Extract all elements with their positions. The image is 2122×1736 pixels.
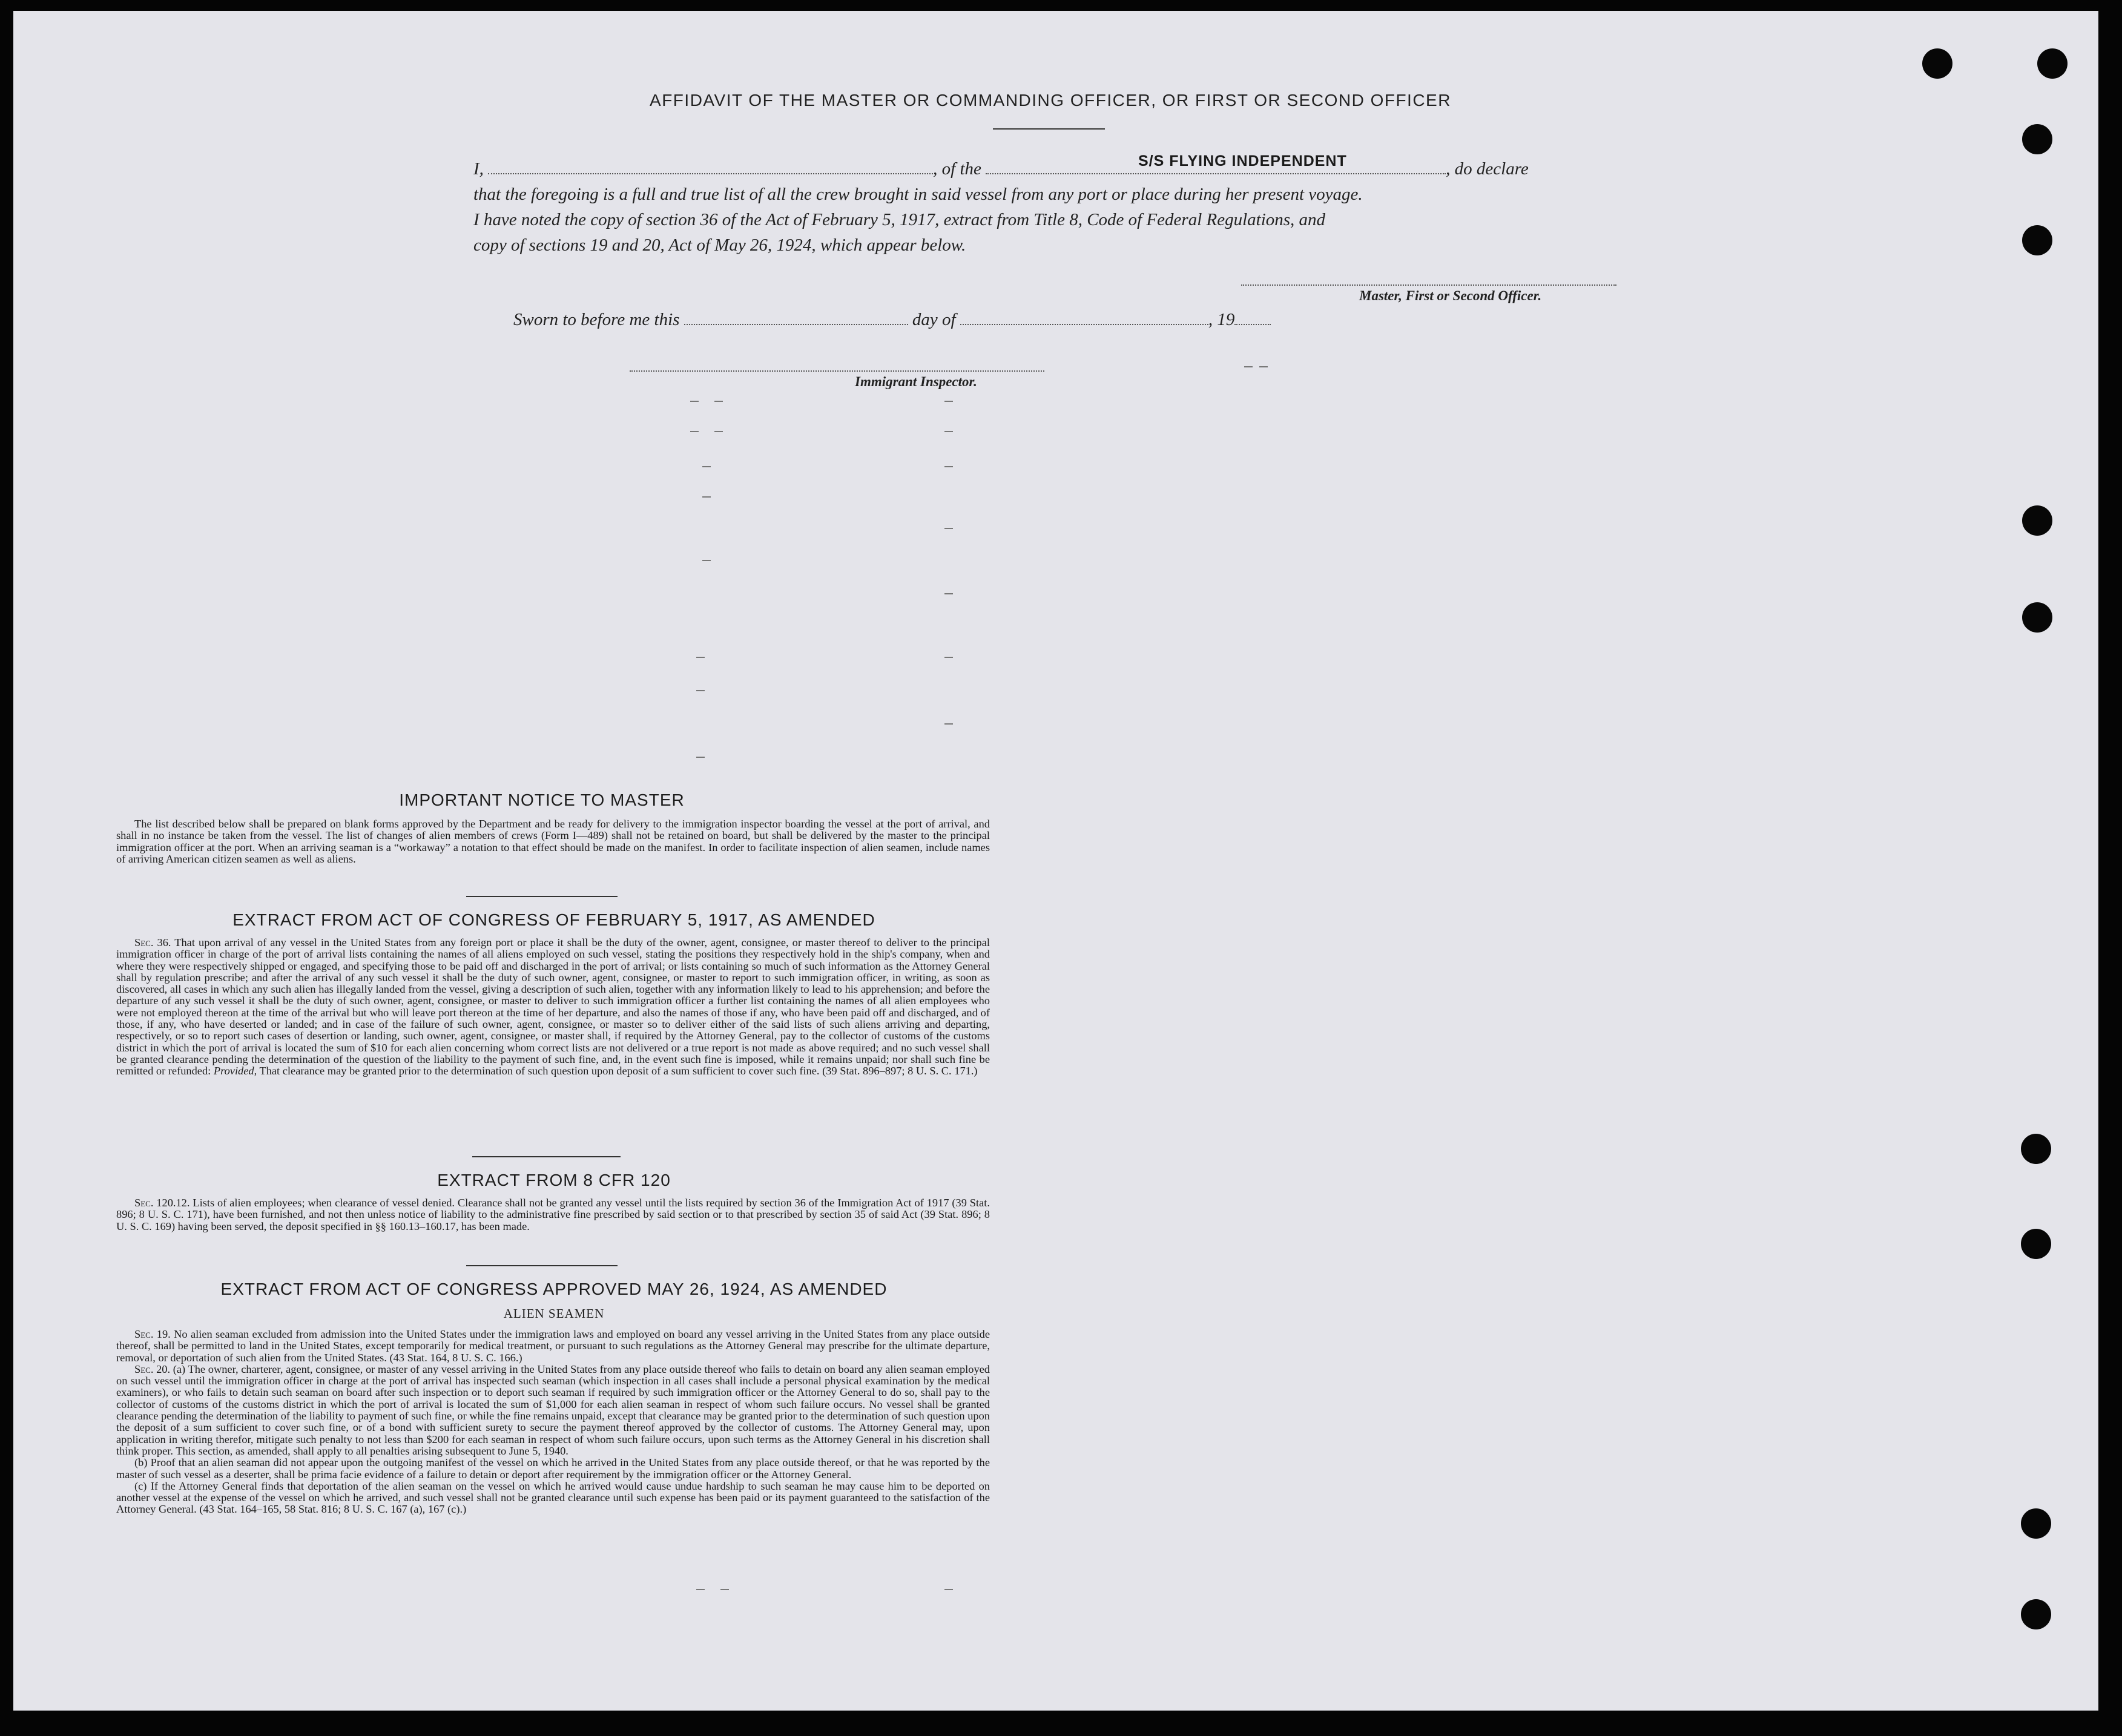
extract-1917-heading: EXTRACT FROM ACT OF CONGRESS OF FEBRUARY 5, 1917, AS AMENDED (232, 910, 875, 929)
sec-36-text: That upon arrival of any vessel in the United States from any foreign port or place it shall be the duty of the owner, agent, consignee, or master thereof to deliver to the principal immigration officer in charge of the port of arrival lists containing the names of all aliens employed on such vessel, stating the positions they respectively hold in the ship's company, when and where they were respectively shipped or engaged, and specifying those to be paid off and discharged in the port of arrival; or lists containing so much of such information as the Attorney General shall by regulation prescribe; and after the arrival of any such vessel it shall be the duty of such owner, agent, consignee, or master to report to such immigration officer, in writing, as soon as discovered, all cases in which any such alien has illegally landed from the vessel, giving a description of such alien, together with any information likely to lead to his apprehension; and before the departure of any such vessel it shall be the duty of such owner, agent, consignee, or master to deliver to such immigration officer a further list containing the names of all alien employees who were not employed thereon at the time of the arrival but who will leave port thereon at the time of her departure, and also the names of those if any, who have been paid off and discharged, and of those, if any, who have deserted or landed; and in case of the failure of such owner, agent, consignee, or master so to deliver either of the said lists of such aliens arriving and departing, respectively, or so to report such cases of desertion or landing, such owner, agent, consignee, or master shall, if required by the Attorney General, pay to the collector of customs of the customs district in which the port of arrival is located the sum of $10 for each alien concerning whom correct lists are not delivered or a true report is not made as above required; and no such vessel shall be granted clearance pending the determination of the question of the liability to the payment of such fine, and, in the event such fine is imposed, while it remains unpaid; nor shall such fine be remitted or refunded: (116, 936, 990, 1077)
column-tick (690, 401, 699, 402)
column-tick (1244, 366, 1253, 367)
binder-hole (2022, 225, 2052, 255)
binder-hole (2021, 1134, 2051, 1164)
sec-20-paragraph (116, 1364, 990, 1457)
section-rule (466, 896, 618, 897)
binder-hole (1922, 48, 1952, 79)
declaration-line-3: I have noted the copy of section 36 of the Act of February 5, 1917, extract from Title 8, Code of Federal Regulations, and (473, 210, 1326, 229)
sec-36-paragraph (116, 937, 990, 1077)
notice-paragraph: The list described below shall be prepared on blank forms approved by the Department and be ready for delivery to the immigration inspector boarding the vessel at the port of arrival, and shall in no instance be taken from the vessel. The list of changes of alien members of crews (Form I—489) shall not be retained on board, but shall be delivered by the master to the principal immigration officer at the port. When an arriving seaman is a “workaway” a notation to that effect should be made on the manifest. In order to facilitate inspection of alien seamen, include names of arriving American citizen seamen as well as aliens. (116, 818, 990, 865)
column-tick (944, 723, 953, 725)
column-tick (702, 560, 711, 561)
day-blank[interactable] (684, 311, 908, 325)
column-tick (696, 657, 705, 658)
column-tick (944, 1589, 953, 1590)
binder-hole (2037, 48, 2068, 79)
binder-hole (2021, 1508, 2051, 1539)
declaration-line-2: that the foregoing is a full and true list of all the crew brought in said vessel from any port or place during her present voyage. (473, 185, 1363, 204)
extract-cfr-heading: EXTRACT FROM 8 CFR 120 (437, 1171, 671, 1189)
column-tick (696, 757, 705, 758)
sec-36-label: Sec. 36. (134, 936, 171, 949)
section-rule (466, 1265, 618, 1266)
column-tick (944, 657, 953, 658)
declaration-line-4: copy of sections 19 and 20, Act of May 26, 1924, which appear below. (473, 235, 966, 255)
sec-20b-paragraph: (b) Proof that an alien seaman did not appear upon the outgoing manifest of the vessel on which he arrived in the United States from any place outside thereof, or that he was reported by the master of such vessel as a deserter, shall be prima facie evidence of a failure to detain or deport after requirement by the immigration officer or the Attorney General. (116, 1456, 990, 1481)
year-blank[interactable] (1234, 311, 1271, 325)
column-tick (690, 431, 699, 432)
column-tick (944, 528, 953, 529)
column-tick (944, 466, 953, 467)
column-tick (702, 496, 711, 498)
vessel-name: S/S FLYING INDEPENDENT (1138, 153, 1347, 169)
column-tick (944, 401, 953, 402)
column-tick (696, 1589, 705, 1590)
sworn-prefix: Sworn to before me this (513, 310, 680, 329)
of-the-label: , of the (933, 159, 981, 179)
declaration-line-1 (473, 156, 1624, 182)
column-tick (714, 431, 723, 432)
column-tick (696, 690, 705, 691)
sec-20c-paragraph: (c) If the Attorney General finds that deportation of the alien seaman on the vessel on which he arrived would cause undue hardship to such seaman he may cause him to be deported on another vessel at the expense of the vessel on which he arrived, and such vessel shall not be granted clearance until such expense has been paid or its payment guaranteed to the satisfaction of the Attorney General. (43 Stat. 164–165, 58 Stat. 816; 8 U. S. C. 167 (a), 167 (c).) (116, 1479, 990, 1516)
extract-1924-heading: EXTRACT FROM ACT OF CONGRESS APPROVED MAY 26, 1924, AS AMENDED (220, 1280, 888, 1298)
column-tick (720, 1589, 729, 1590)
day-of-label: day of (912, 310, 956, 329)
column-tick (944, 431, 953, 432)
alien-seamen-subheading: ALIEN SEAMEN (503, 1306, 605, 1321)
provided-word: Provided, (213, 1065, 257, 1077)
month-blank[interactable] (960, 311, 1208, 325)
sec-120-text: Lists of alien employees; when clearance of vessel denied. Clearance shall not be granted any vessel until the lists required by section 36 of the Immigration Act of 1917 (39 Stat. 896; 8 U. S. C. 171), have been furnished, and not then unless notice of liability to the administrative fine prescribed by said section or to that prescribed by section 35 of said Act (39 Stat. 896; 8 U. S. C. 169) having been served, the deposit specified in §§ 160.13–160.17, has been made. (116, 1197, 990, 1232)
binder-hole (2022, 124, 2052, 154)
extract-1917-body (116, 937, 990, 1077)
sec-19-label: Sec. 19. (134, 1328, 171, 1340)
extract-cfr-body (116, 1197, 990, 1232)
binder-hole (2022, 602, 2052, 633)
declaration-text (473, 156, 1624, 258)
do-declare-label: , do declare (1446, 159, 1529, 179)
officer-signature-line[interactable] (1241, 284, 1616, 286)
notice-heading: IMPORTANT NOTICE TO MASTER (399, 791, 685, 809)
binder-hole (2021, 1599, 2051, 1629)
column-tick (714, 401, 723, 402)
affidavit-title: AFFIDAVIT OF THE MASTER OR COMMANDING OFFICER, OR FIRST OR SECOND OFFICER (650, 91, 1451, 110)
inspector-signature-line[interactable] (630, 370, 1044, 372)
binder-hole (2022, 505, 2052, 536)
officer-label: Master, First or Second Officer. (1359, 288, 1542, 303)
sworn-line (513, 310, 1271, 330)
extract-1924-body (116, 1329, 990, 1516)
sec-20-text: (a) The owner, charterer, agent, consignee, or master of any vessel arriving in the United States from any place outside thereof who fails to detain on board any alien seaman employed on such vessel until the immigration officer in charge at the port of arrival has inspected such seaman (which inspection in all cases shall include a personal physical examination by the medical examiners), or who fails to detain such seaman on board after such inspection or to deport such seaman if required by such immigration officer or the Attorney General to do so, shall pay to the collector of customs of the customs district in which the port of arrival is located the sum of $1,000 for each alien seaman in respect of whom such failure occurs. No vessel shall be granted clearance pending the determination of the liability to payment of such fine, or while the fine remains unpaid, except that clearance may be granted prior to the determination of such question upon the deposit of a sum sufficient to cover such fine, or of a bond with sufficient surety to secure the payment thereof approved by the collector of customs. The Attorney General may, upon application in writing therefor, mitigate such penalty to not less than $200 for each seaman in respect of whom such failure occurs, upon such terms as the Attorney General in his discretion shall think proper. This section, as amended, shall apply to all penalties arising subsequent to June 5, 1940. (116, 1363, 990, 1457)
column-tick (1259, 366, 1268, 367)
sec-20-label: Sec. 20. (134, 1363, 171, 1375)
sec-120-paragraph (116, 1197, 990, 1232)
column-tick (702, 466, 711, 467)
sec-36-text-end: That clearance may be granted prior to the determination of such question upon deposit of a sum sufficient to cover such fine. (39 Stat. 896–897; 8 U. S. C. 171.) (259, 1065, 978, 1077)
section-rule (472, 1156, 621, 1157)
inspector-label: Immigrant Inspector. (855, 374, 977, 389)
binder-hole (2021, 1229, 2051, 1259)
i-label: I, (473, 159, 484, 179)
name-blank[interactable] (488, 159, 933, 174)
column-tick (944, 593, 953, 594)
year-prefix: , 19 (1208, 310, 1235, 329)
title-rule (993, 128, 1105, 130)
sec-19-paragraph (116, 1329, 990, 1364)
sec-19-text: No alien seaman excluded from admission into the United States under the immigration laws and employed on board any vessel arriving in the United States from any place outside thereof, shall be permitted to land in the United States, except temporarily for medical treatment, or pursuant to such regulations as the Attorney General may prescribe for the ultimate departure, removal, or deportation of such alien from the United States. (43 Stat. 164, 8 U. S. C. 166.) (116, 1328, 990, 1364)
notice-body (116, 818, 990, 865)
sec-120-label: Sec. 120.12. (134, 1197, 190, 1209)
